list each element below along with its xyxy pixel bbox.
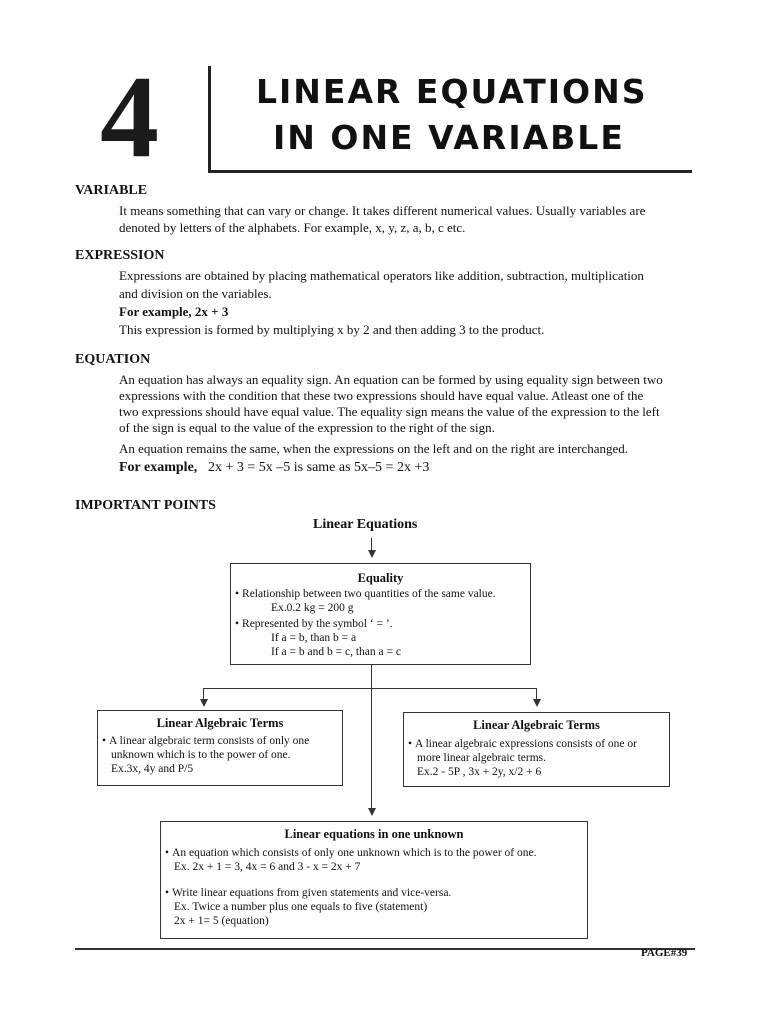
equation-text-line4: of the sign is equal to the value of the expression to the right of the sign. (119, 420, 495, 435)
equation-text-line2: expressions with the condition that these two expressions should have equal value. Atleast one of the (119, 388, 644, 403)
expression-text-line1: Expressions are obtained by placing mathematical operators like addition, subtraction, multiplication (119, 268, 644, 283)
horizontal-connector-line (203, 688, 537, 689)
linear-equations-statement: Ex. Twice a number plus one equals to five (statement) (174, 901, 428, 913)
equation-text-line3: two expressions should have equal value. The equality sign means the value of the expression to the left (119, 404, 660, 419)
right-terms-line3: Ex.2 - 5P , 3x + 2y, x/2 + 6 (417, 766, 542, 778)
equation-text-line5: An equation remains the same, when the expressions on the left and on the right are interchanged. (119, 441, 629, 456)
root-arrow-head (368, 550, 376, 558)
expression-text-line3: This expression is formed by multiplying x by 2 and then adding 3 to the product. (119, 322, 545, 337)
right-terms-line2: more linear algebraic terms. (417, 752, 546, 764)
footer-rule (75, 948, 695, 950)
page-number: PAGE#39 (641, 947, 688, 959)
equation-text-line1: An equation has always an equality sign. An equation can be formed by using equality sign between two (119, 372, 663, 387)
right-terms-title: Linear Algebraic Terms (473, 718, 600, 732)
expression-text-line2: and division on the variables. (119, 286, 272, 301)
variable-text-line1: It means something that can vary or change. It takes different numerical values. Usually variables are (119, 203, 646, 218)
equality-bullet1: • Relationship between two quantities of the same value. (235, 587, 530, 601)
right-terms-box (403, 712, 670, 787)
chapter-title-line2: IN ONE VARIABLE (273, 118, 625, 157)
left-terms-title: Linear Algebraic Terms (156, 716, 284, 730)
right-terms-line1: • A linear algebraic expressions consists of one or (408, 737, 669, 751)
section-heading-expression: EXPRESSION (75, 248, 165, 263)
chapter-number: 4 (100, 51, 157, 182)
section-heading-equation: EQUATION (75, 352, 151, 367)
left-terms-line2: unknown which is to the power of one. (111, 749, 291, 761)
linear-equations-box (160, 821, 588, 939)
linear-equations-bullet1: • An equation which consists of only one unknown which is to the power of one. (165, 846, 587, 860)
equality-bullet2: • Represented by the symbol ‘ = ’. (235, 617, 530, 631)
diagram-root-label: Linear Equations (313, 517, 418, 532)
variable-text-line2: denoted by letters of the alphabets. For example, x, y, z, a, b, c etc. (119, 220, 466, 235)
left-terms-box (97, 710, 343, 786)
right-arrow-head (533, 699, 541, 707)
bottom-arrow-head (368, 808, 376, 816)
equation-example-label: For example, (119, 460, 198, 475)
left-arrow-head (200, 699, 208, 707)
left-terms-line1: • A linear algebraic term consists of only one (102, 734, 342, 748)
section-heading-important-points: IMPORTANT POINTS (75, 498, 216, 513)
linear-equations-bullet1-example: Ex. 2x + 1 = 3, 4x = 6 and 3 - x = 2x + 7 (174, 861, 361, 873)
chapter-title-line1: LINEAR EQUATIONS (256, 72, 648, 111)
left-terms-line3: Ex.3x, 4y and P/5 (111, 763, 194, 775)
equality-bullet1-example: Ex.0.2 kg = 200 g (271, 602, 354, 614)
equality-title: Equality (357, 571, 404, 585)
header-divider-vertical (208, 66, 211, 172)
linear-equations-equation: 2x + 1= 5 (equation) (174, 915, 269, 927)
equality-box (230, 563, 531, 665)
equation-example-text: 2x + 3 = 5x –5 is same as 5x–5 = 2x +3 (208, 460, 430, 475)
equality-rule1: If a = b, than b = a (271, 632, 357, 644)
linear-equations-bullet2: • Write linear equations from given statements and vice-versa. (165, 886, 587, 900)
expression-example: For example, 2x + 3 (119, 304, 229, 319)
equality-rule2: If a = b and b = c, than a = c (271, 646, 401, 658)
center-connector-line (371, 665, 372, 810)
header-divider-horizontal (208, 170, 692, 173)
linear-equations-title: Linear equations in one unknown (284, 827, 464, 841)
section-heading-variable: VARIABLE (75, 183, 148, 198)
